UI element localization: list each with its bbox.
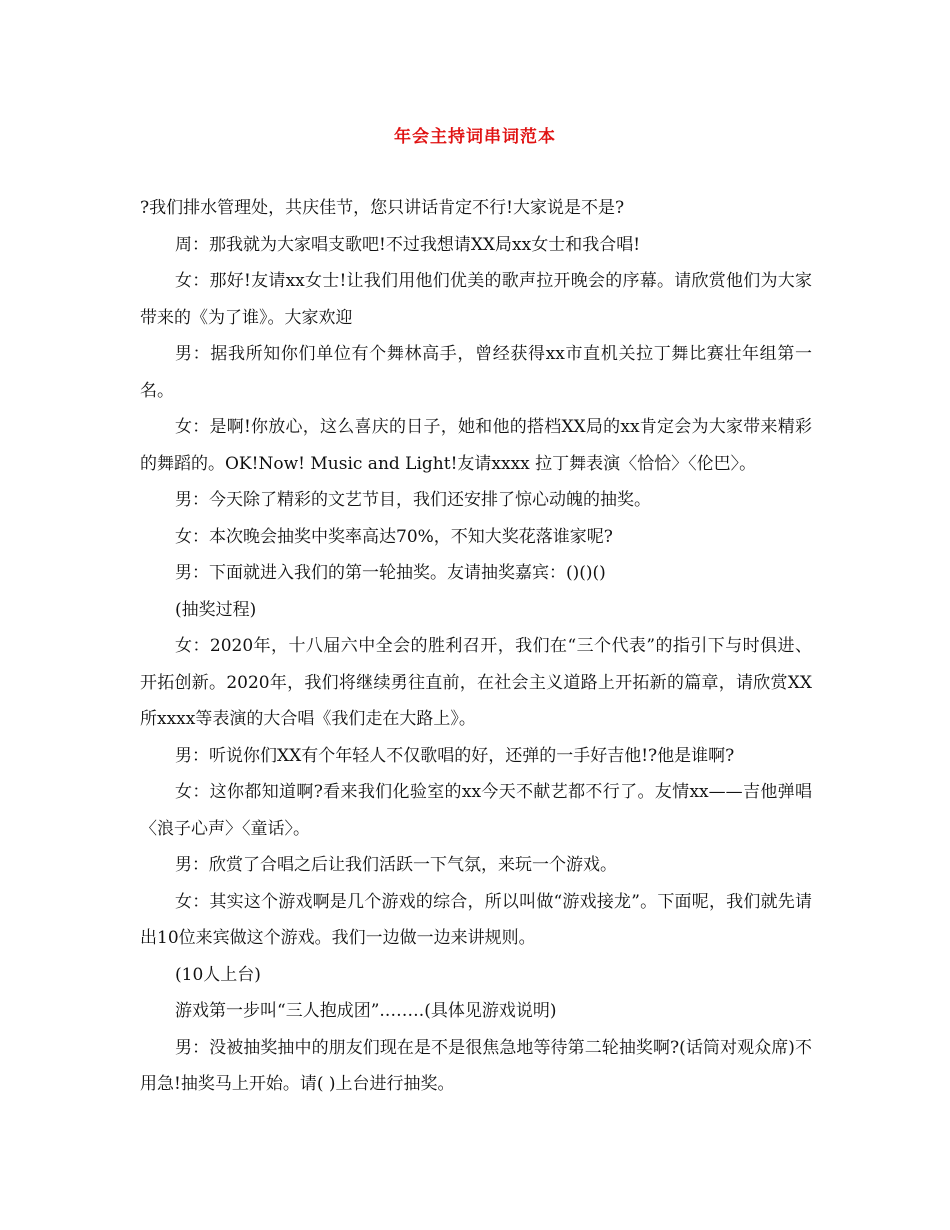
- paragraph: 女：那好!友请xx女士!让我们用他们优美的歌声拉开晚会的序幕。请欣赏他们为大家带来的《为了谁》。大家欢迎: [140, 271, 812, 328]
- paragraph: 男：没被抽奖抽中的朋友们现在是不是很焦急地等待第二轮抽奖啊?(话筒对观众席)不用急!抽奖马上开始。请( )上台进行抽奖。: [140, 1037, 812, 1094]
- paragraph: 男：下面就进入我们的第一轮抽奖。友请抽奖嘉宾：()()(): [175, 563, 606, 583]
- paragraph: 男：欣赏了合唱之后让我们活跃一下气氛，来玩一个游戏。: [175, 855, 617, 875]
- paragraph: 女：其实这个游戏啊是几个游戏的综合，所以叫做“游戏接龙”。下面呢，我们就先请出10位来宾做这个游戏。我们一边做一边来讲规则。: [140, 891, 812, 948]
- document-title: 年会主持词串词范本: [394, 127, 556, 147]
- paragraph: (10人上台): [175, 964, 261, 985]
- paragraph: 女：本次晚会抽奖中奖率高达70%，不知大奖花落谁家呢?: [175, 526, 613, 547]
- paragraph: 周：那我就为大家唱支歌吧!不过我想请XX局xx女士和我合唱!: [175, 234, 641, 255]
- document-body: [140, 190, 812, 1103]
- paragraph: 女：这你都知道啊?看来我们化验室的xx今天不献艺都不行了。友情xx——吉他弹唱〈浪子心声〉〈童话〉。: [140, 782, 812, 839]
- paragraph: 女：是啊!你放心，这么喜庆的日子，她和他的搭档XX局的xx肯定会为大家带来精彩的舞蹈的。OK!Now! Music and Light!友请xxxx 拉丁舞表演〈恰恰〉〈伦巴〉。: [140, 417, 812, 474]
- paragraph: 女：2020年，十八届六中全会的胜利召开，我们在“三个代表”的指引下与时俱进、开拓创新。2020年，我们将继续勇往直前，在社会主义道路上开拓新的篇章，请欣赏XX所xxxx等表演的大合唱《我们走在大路上》。: [140, 636, 812, 729]
- paragraph: (抽奖过程): [175, 599, 257, 620]
- paragraph: 男：据我所知你们单位有个舞林高手，曾经获得xx市直机关拉丁舞比赛壮年组第一名。: [140, 344, 812, 401]
- paragraph: 男：今天除了精彩的文艺节目，我们还安排了惊心动魄的抽奖。: [175, 490, 651, 510]
- paragraph: 游戏第一步叫“三人抱成团”.…….(具体见游戏说明): [175, 1001, 557, 1021]
- paragraph: 男：听说你们XX有个年轻人不仅歌唱的好，还弹的一手好吉他!?他是谁啊?: [175, 745, 735, 766]
- paragraph: ?我们排水管理处，共庆佳节，您只讲话肯定不行!大家说是不是?: [140, 198, 625, 218]
